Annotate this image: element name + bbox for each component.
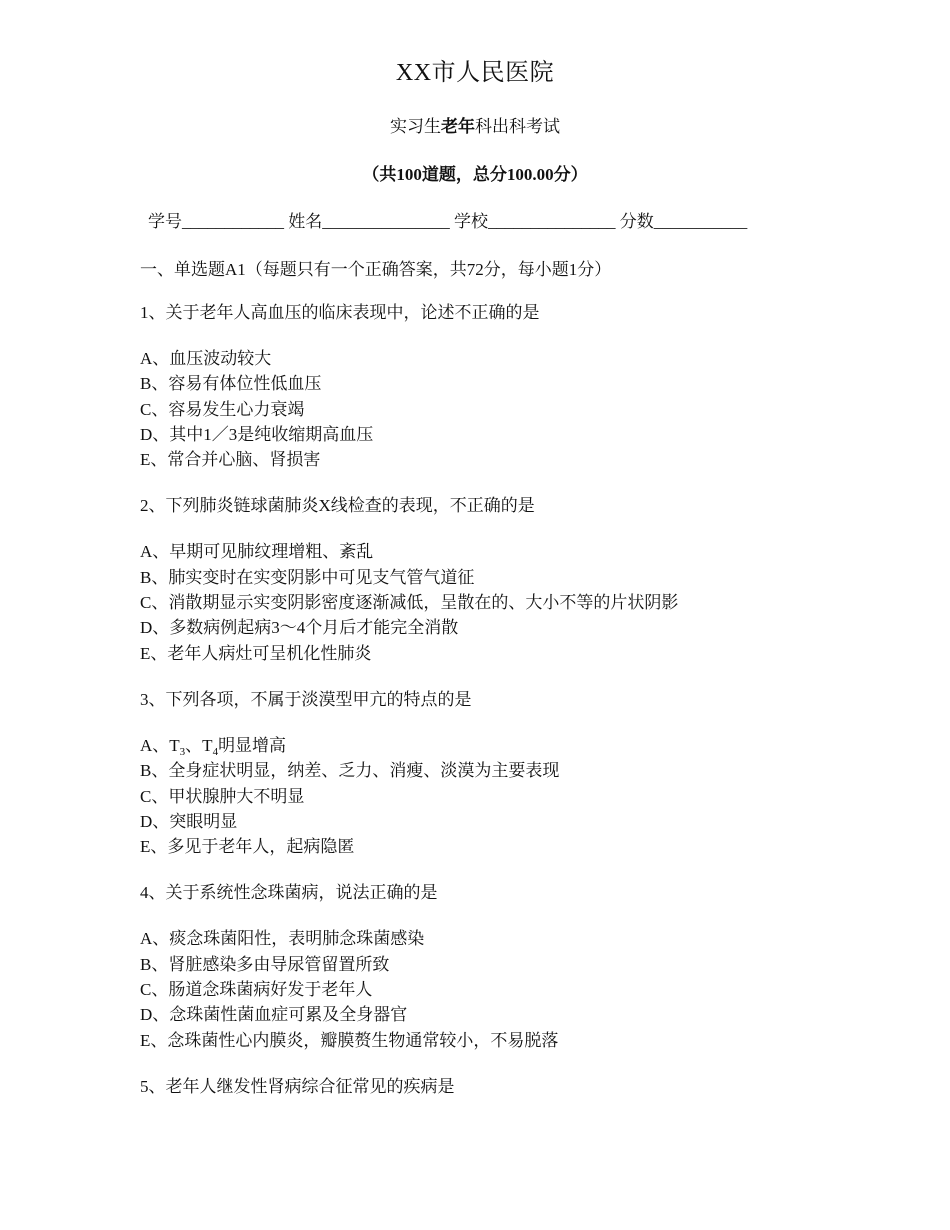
option-b: B、全身症状明显，纳差、乏力、消瘦、淡漠为主要表现 [140, 761, 560, 781]
option-d: D、念珠菌性菌血症可累及全身器官 [140, 1005, 408, 1025]
option-e: E、念珠菌性心内膜炎，瓣膜赘生物通常较小，不易脱落 [140, 1030, 559, 1050]
question-5 [140, 1074, 900, 1099]
option-b: B、肺实变时在实变阴影中可见支气管气道征 [140, 567, 475, 587]
school-label: 学校 [454, 212, 488, 231]
student-id-label: 学号 [148, 212, 182, 231]
option-c: C、肠道念珠菌病好发于老年人 [140, 980, 373, 1000]
exam-title-prefix: 实习生 [390, 117, 441, 136]
question-4 [140, 880, 900, 1052]
exam-title [0, 112, 950, 137]
question-stem: 2、下列肺炎链球菌肺炎X线检查的表现，不正确的是 [140, 496, 535, 516]
option-b: B、容易有体位性低血压 [140, 374, 322, 394]
exam-title-suffix: 科出科考试 [475, 117, 560, 136]
option-a [140, 733, 900, 758]
option-a-mid: 、T [185, 735, 213, 755]
question-list [140, 300, 900, 1120]
score-label: 分数 [619, 212, 654, 231]
section-title: 一、单选题A1（每题只有一个正确答案，共72分，每小题1分） [140, 260, 612, 279]
t3-subscript: 3 [179, 745, 186, 758]
option-b: B、肾脏感染多由导尿管留置所致 [140, 954, 390, 974]
option-c: C、甲状腺肿大不明显 [140, 786, 305, 806]
question-stem: 5、老年人继发性肾病综合征常见的疾病是 [140, 1076, 455, 1096]
option-c: C、消散期显示实变阴影密度逐渐减低，呈散在的、大小不等的片状阴影 [140, 593, 679, 613]
score-field[interactable]: ___________ [653, 212, 748, 231]
student-id-field[interactable]: ____________ [182, 212, 284, 231]
option-e: E、多见于老年人，起病隐匿 [140, 837, 355, 857]
hospital-name: XX市人民医院 [395, 60, 555, 86]
student-name-label: 姓名 [288, 212, 323, 231]
question-stem: 4、关于系统性念珠菌病，说法正确的是 [140, 883, 438, 903]
option-a-suffix: 明显增高 [218, 735, 287, 755]
exam-title-department: 老年 [441, 117, 475, 136]
question-stem: 1、关于老年人高血压的临床表现中，论述不正确的是 [140, 303, 540, 322]
option-e: E、常合并心脑、肾损害 [140, 450, 321, 470]
question-stem: 3、下列各项，不属于淡漠型甲亢的特点的是 [140, 689, 472, 709]
student-name-field[interactable]: _______________ [322, 212, 450, 231]
option-a: A、痰念珠菌阳性，表明肺念珠菌感染 [140, 929, 425, 949]
school-field[interactable]: _______________ [488, 212, 616, 231]
option-d: D、多数病例起病3～4个月后才能完全消散 [140, 618, 459, 638]
option-d: D、其中1／3是纯收缩期高血压 [140, 424, 374, 444]
exam-summary: （共100道题，总分100.00分） [362, 165, 588, 184]
option-e: E、老年人病灶可呈机化性肺炎 [140, 643, 372, 663]
option-a: A、血压波动较大 [140, 349, 272, 368]
question-3 [140, 687, 900, 859]
student-info-row [148, 207, 747, 232]
option-c: C、容易发生心力衰竭 [140, 399, 305, 419]
option-a: A、早期可见肺纹理增粗、紊乱 [140, 542, 374, 562]
t4-subscript: 4 [212, 745, 219, 758]
option-a-prefix: A、T [140, 735, 180, 755]
question-1 [140, 300, 900, 472]
option-d: D、突眼明显 [140, 811, 238, 831]
question-2 [140, 493, 900, 665]
